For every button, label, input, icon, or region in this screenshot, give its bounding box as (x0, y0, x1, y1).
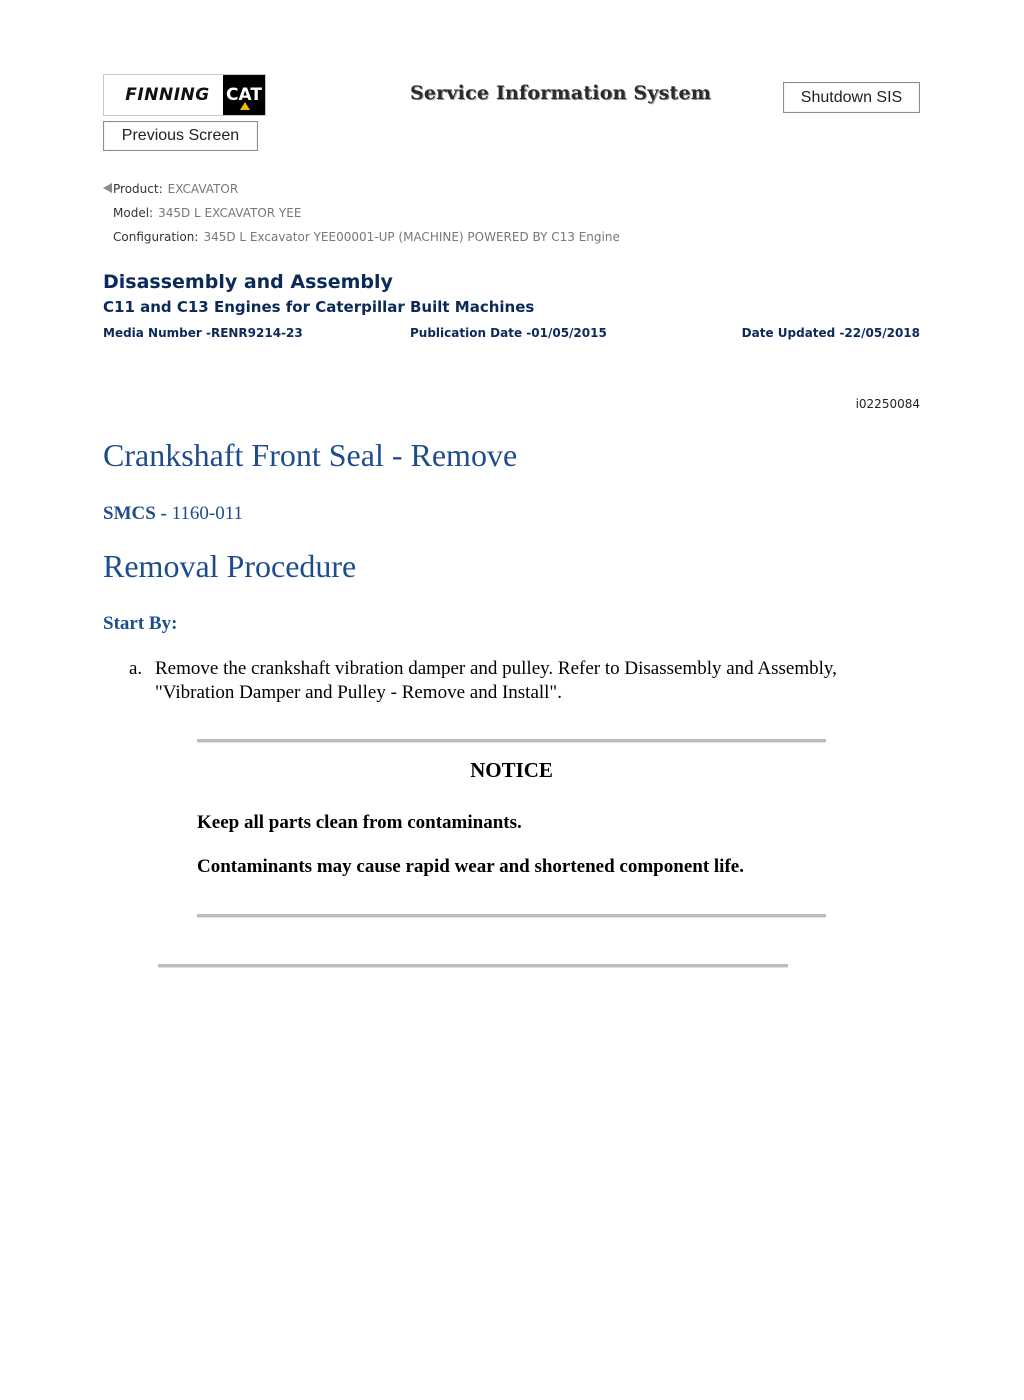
start-by-label: Start By: (103, 613, 178, 634)
notice-line-1: Keep all parts clean from contaminants. (197, 812, 522, 833)
model-value: 345D L EXCAVATOR YEE (158, 206, 302, 220)
document-subtitle: C11 and C13 Engines for Caterpillar Built Machines (103, 298, 535, 316)
smcs-value: 1160-011 (171, 503, 244, 524)
finning-logo-text: FINNING (125, 85, 210, 105)
shutdown-sis-button[interactable]: Shutdown SIS (783, 82, 920, 113)
configuration-row (113, 230, 620, 244)
product-label: Product: (113, 182, 163, 196)
document-type: Disassembly and Assembly (103, 271, 393, 293)
back-arrow-icon[interactable] (103, 183, 112, 193)
cat-logo: CAT (223, 75, 265, 115)
model-label: Model: (113, 206, 154, 220)
smcs-label: SMCS - (103, 503, 167, 524)
procedure-title: Removal Procedure (103, 548, 357, 584)
model-row (113, 206, 301, 220)
notice-top-rule (197, 739, 826, 743)
notice-line-2: Contaminants may cause rapid wear and shortened component life. (197, 856, 744, 877)
previous-screen-button[interactable]: Previous Screen (103, 121, 258, 151)
publication-date: Publication Date -01/05/2015 (410, 326, 607, 340)
app-title: Service Information System (410, 82, 712, 104)
notice-bottom-rule (197, 914, 826, 918)
product-row (103, 182, 238, 196)
step-text: Remove the crankshaft vibration damper and pulley. Refer to Disassembly and Assembly, "Vibration Damper and Pulley - Remove and Install". (155, 658, 837, 703)
product-value: EXCAVATOR (167, 182, 239, 196)
finning-cat-logo (103, 74, 266, 116)
document-id: i02250084 (855, 397, 920, 411)
date-updated: Date Updated -22/05/2018 (741, 326, 920, 340)
page-title: Crankshaft Front Seal - Remove (103, 437, 518, 473)
step-item (129, 657, 919, 705)
smcs-code (103, 503, 243, 525)
configuration-value: 345D L Excavator YEE00001-UP (MACHINE) POWERED BY C13 Engine (203, 230, 620, 244)
section-divider (158, 964, 788, 968)
media-number: Media Number -RENR9214-23 (103, 326, 303, 340)
configuration-label: Configuration: (113, 230, 199, 244)
step-letter: a. (129, 658, 143, 679)
notice-title: NOTICE (470, 758, 553, 782)
